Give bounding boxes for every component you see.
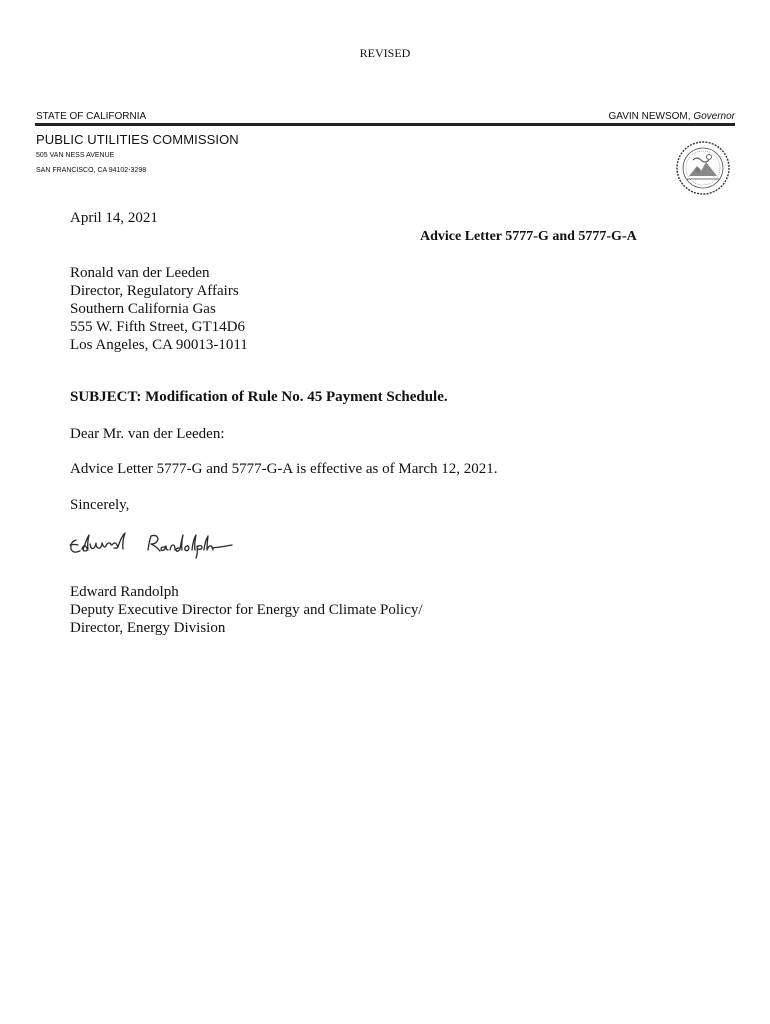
signer-name: Edward Randolph — [70, 584, 179, 600]
governor-title: Governor — [693, 111, 735, 122]
recipient-company: Southern California Gas — [70, 301, 216, 317]
revised-label: REVISED — [359, 46, 411, 60]
recipient-name: Ronald van der Leeden — [70, 265, 210, 281]
commission-address-line2: SAN FRANCISCO, CA 94102-3298 — [36, 167, 147, 174]
state-seal-icon — [675, 140, 731, 196]
advice-letter-reference: Advice Letter 5777-G and 5777-G-A — [420, 229, 637, 244]
letter-date: April 14, 2021 — [70, 210, 158, 226]
signer-title: Deputy Executive Director for Energy and Climate Policy/ — [70, 602, 423, 618]
handwritten-signature — [66, 528, 266, 560]
governor-label — [608, 111, 735, 122]
commission-name: PUBLIC UTILITIES COMMISSION — [36, 132, 239, 147]
body-paragraph: Advice Letter 5777-G and 5777-G-A is effective as of March 12, 2021. — [70, 461, 498, 477]
salutation: Dear Mr. van der Leeden: — [70, 426, 225, 442]
state-label: STATE OF CALIFORNIA — [36, 111, 147, 122]
signer-division: Director, Energy Division — [70, 620, 226, 636]
subject-line: SUBJECT: Modification of Rule No. 45 Payment Schedule. — [70, 389, 448, 405]
recipient-street: 555 W. Fifth Street, GT14D6 — [70, 319, 245, 335]
header-rule — [35, 123, 735, 126]
recipient-title: Director, Regulatory Affairs — [70, 283, 239, 299]
closing: Sincerely, — [70, 497, 130, 513]
governor-name: GAVIN NEWSOM, — [608, 111, 691, 122]
recipient-city: Los Angeles, CA 90013-1011 — [70, 337, 248, 353]
commission-address-line1: 505 VAN NESS AVENUE — [36, 152, 115, 159]
